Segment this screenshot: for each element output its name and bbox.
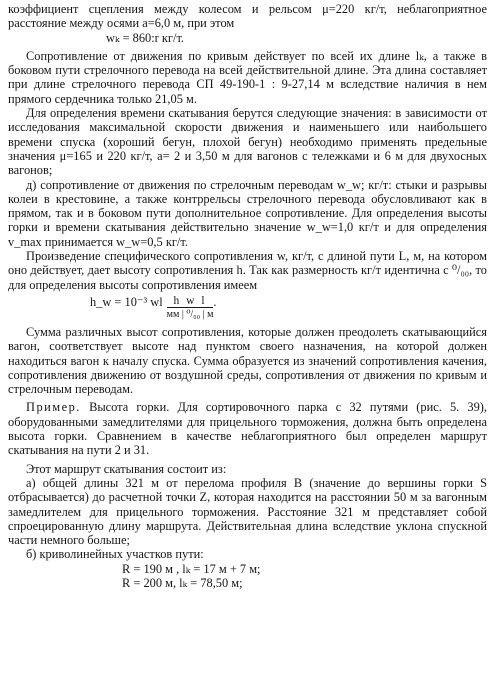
paragraph-example bbox=[8, 400, 487, 457]
paragraph-switch-resistance: д) сопротивление от движения по стрелочным переводам w_w; кг/т: стыки и разрывы колеи в крестовине, а также контррельсы стрелочного перевода обусловливают как в прямом, так и в боковом пути дополнительное сопротивление. Для определения высоты горки и времени скатывания действительно значение w_w=1,0 кг/т и для определения v_max принимается w_w=0,5 кг/т. bbox=[8, 177, 487, 249]
formula-curve-resistance: wₖ = 860:r кг/т. bbox=[106, 30, 185, 45]
paragraph-curve-resistance: Сопротивление от движения по кривым действует по всей их длине lₖ, а также в боковом пути стрелочного перевода на всей действительной длине. Эта длина составляет при длине стрелочного перевода СП 49-190-1 : 9-27,14 м вследствие наличия в нем прямого сердечника только 21,05 м. bbox=[8, 48, 487, 106]
formula-end: . bbox=[213, 294, 217, 309]
paragraph-resistance-height: Произведение специфического сопротивления w, кг/т, с длиной пути L, м, на котором оно действует, дает высоту сопротивления h. Так как размерность кг/т идентична с ⁰/₀₀, то для определения высоты сопротивления имеем bbox=[8, 249, 487, 292]
paragraph-route-intro: Этот маршрут скатывания состоит из: bbox=[26, 461, 227, 476]
formula-units-top: h w l bbox=[173, 294, 207, 307]
paragraph-rolling-time: Для определения времени скатывания берутся следующие значения: в зависимости от исследования максимальной скорости движения и наименьшего или наибольшего времени спуска (хороший бегун, плохой бегун) необходимо применять предельные значения μ=165 и 220 кг/т, a= 2 и 3,50 м для вагонов с тележками и 6 м для двухосных вагонов; bbox=[8, 106, 487, 178]
paragraph-adhesion: коэффициент сцепления между колесом и рельсом μ=220 кг/т, неблагоприятное расстояние между осями a=6,0 м, при этом bbox=[8, 2, 487, 31]
paragraph-curves-intro: б) криволинейных участков пути: bbox=[26, 547, 204, 562]
formula-units bbox=[166, 294, 217, 321]
paragraph-height-sum: Сумма различных высот сопротивления, которые должен преодолеть скатывающийся вагон, соответствует высоте над пунктом своего назначения, на которой должен находиться вагон к началу спуска. Сумма образуется из значений сопротивления качения, сопротивления движению от воздушной среды, сопротивления от движения по кривым и стрелочным переводам. bbox=[8, 324, 487, 397]
example-label: Пример. bbox=[26, 400, 81, 415]
example-text: Высота горки. Для сортировочного парка с 32 путями (рис. 5. 39), оборудованными замедлителями для прицельного торможения, должна быть определена высота горки. Сравнением в качестве неблагоприятного был определен маршрут скатывания на пути 2 и 31. bbox=[8, 400, 487, 458]
formula-main: h_w = 10⁻³ wl bbox=[90, 294, 163, 309]
paragraph-route-length: а) общей длины 321 м от перелома профиля B (значение до вершины горки S отбрасывается) до расчетной точки Z, которая находится на расстоянии 50 м за вагонным замедлителем для прицельного торможения. Расстояние 321 м представляет собой спроецированную длину маршрута. Действительная длина вследствие уклона спускной части немного больше; bbox=[8, 475, 487, 548]
formula-resistance-height bbox=[8, 295, 487, 321]
curve-item-1: R = 190 м , lₖ = 17 м + 7 м; bbox=[122, 561, 261, 576]
formula-units-bottom: мм | ⁰/₀₀ | м bbox=[166, 308, 214, 320]
curve-item-2: R = 200 м, lₖ = 78,50 м; bbox=[122, 575, 243, 590]
